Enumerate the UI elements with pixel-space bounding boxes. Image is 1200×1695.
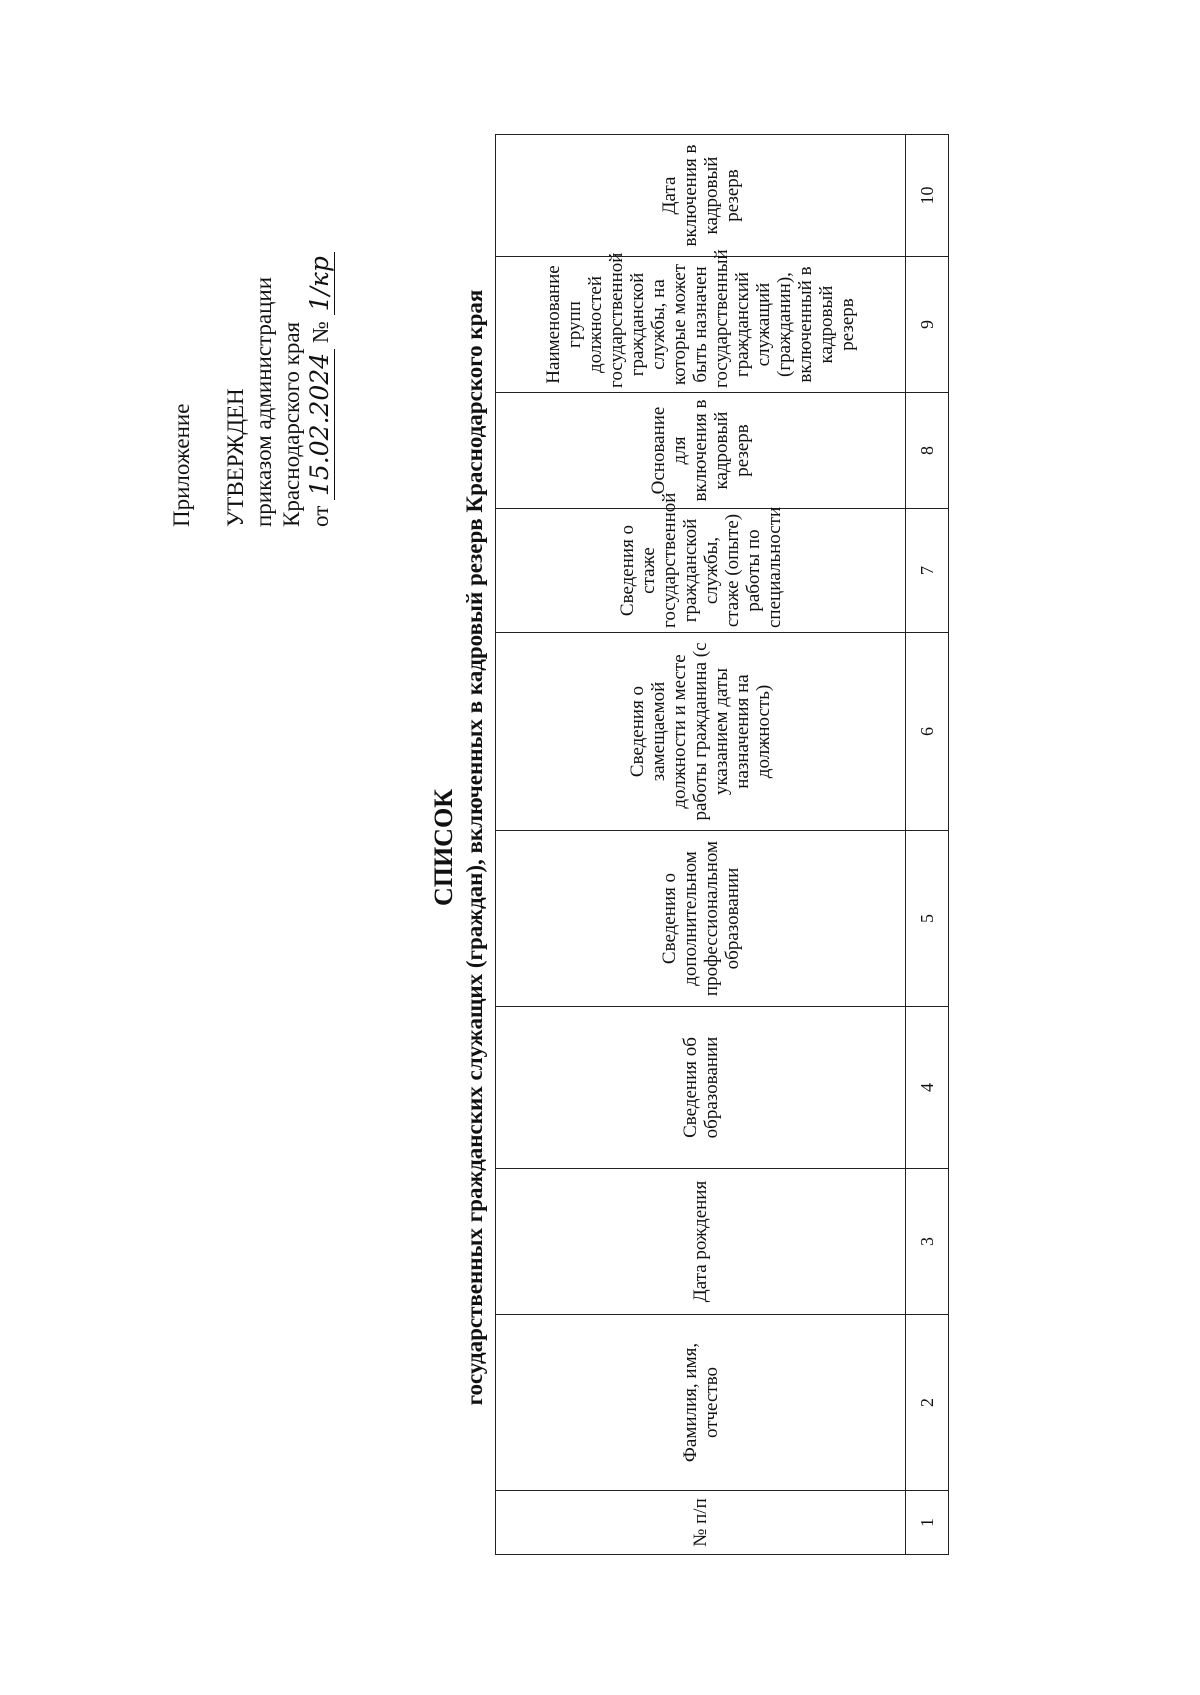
appendix-label: Приложение bbox=[169, 403, 194, 527]
header-cell: Фамилия, имя, отчество bbox=[496, 1315, 906, 1491]
handwritten-date: 15.02.2024 bbox=[306, 349, 335, 500]
header-cell: Сведения об образовании bbox=[496, 1007, 906, 1169]
header-cell: Дата рождения bbox=[496, 1169, 906, 1315]
column-number: 1 bbox=[906, 1491, 949, 1555]
approval-region-line: Краснодарского края bbox=[279, 321, 304, 527]
column-number: 6 bbox=[906, 633, 949, 831]
approved-label: УТВЕРЖДЕН bbox=[223, 388, 248, 527]
document-title bbox=[428, 0, 490, 1695]
column-number: 10 bbox=[906, 135, 949, 257]
column-number: 7 bbox=[906, 509, 949, 633]
approval-order-line: приказом администрации bbox=[251, 276, 276, 527]
handwritten-number: 1/кр bbox=[306, 252, 335, 315]
table-header-row bbox=[496, 135, 906, 1555]
column-number: 8 bbox=[906, 393, 949, 509]
date-prefix: от bbox=[308, 505, 333, 527]
title-heading: СПИСОК bbox=[429, 788, 458, 907]
column-number: 5 bbox=[906, 831, 949, 1007]
reserve-table bbox=[495, 134, 949, 1555]
header-cell: Сведения о замещаемой должности и месте работы гражданина (с указанием даты назначения на должность) bbox=[496, 633, 906, 831]
header-cell: № п/п bbox=[496, 1491, 906, 1555]
column-number: 9 bbox=[906, 257, 949, 393]
column-number: 2 bbox=[906, 1315, 949, 1491]
number-sign: № bbox=[308, 321, 333, 344]
table-number-row bbox=[906, 135, 949, 1555]
header-cell: Наименование групп должностей государственной гражданской службы, на которые может быть назначен государственный гражданский служащий (гражданин), включенный в кадровый резерв bbox=[496, 257, 906, 393]
column-number: 4 bbox=[906, 1007, 949, 1169]
column-number: 3 bbox=[906, 1169, 949, 1315]
approval-block bbox=[168, 252, 335, 527]
header-cell: Сведения о дополнительном профессиональном образовании bbox=[496, 831, 906, 1007]
header-cell: Основание для включения в кадровый резерв bbox=[496, 393, 906, 509]
approval-date-line bbox=[306, 252, 335, 527]
header-cell: Сведения о стаже государственной гражданской службы, стаже (опыте) работы по специальности bbox=[496, 509, 906, 633]
header-cell: Дата включения в кадровый резерв bbox=[496, 135, 906, 257]
title-subheading: государственных гражданских служащих (граждан), включенных в кадровый резерв Краснодарского края bbox=[462, 289, 487, 1406]
